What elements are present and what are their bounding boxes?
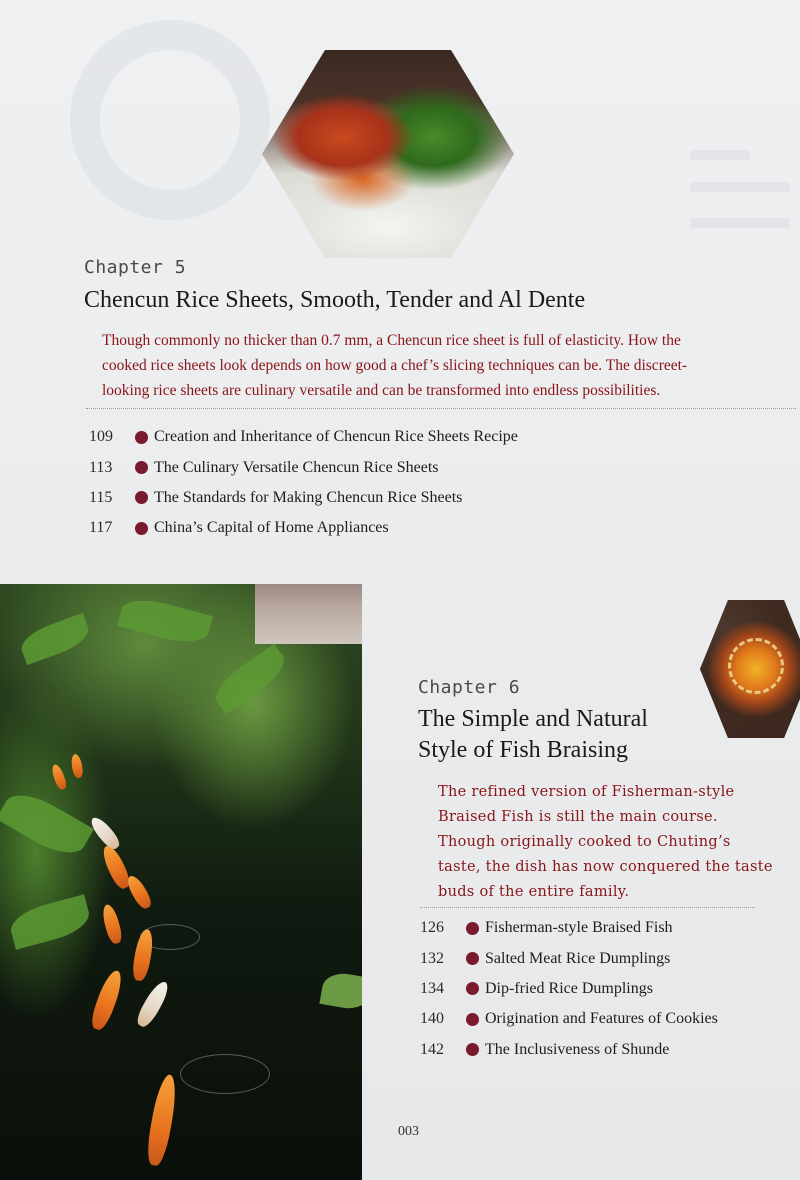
koi-fish: [134, 978, 173, 1029]
chapter6-intro: [438, 780, 773, 905]
fern-leaf: [7, 894, 94, 949]
toc-page-number: 134: [420, 979, 444, 997]
toc-entry-title: China’s Capital of Home Appliances: [154, 519, 389, 537]
bleed-through-circle: [70, 20, 270, 220]
chapter6-intro-line: The refined version of Fisherman-style: [438, 784, 735, 800]
chapter5-label: Chapter 5: [84, 257, 187, 278]
toc-entry[interactable]: [89, 513, 518, 543]
rice-sheet-dish-photo: [262, 50, 514, 258]
chapter5-toc: [89, 422, 518, 544]
dumpling-dish-photo: [700, 600, 800, 738]
koi-fish: [50, 763, 68, 791]
toc-entry-title: Salted Meat Rice Dumplings: [485, 949, 671, 967]
bullet-icon: [466, 952, 479, 965]
chapter6-title-line: Style of Fish Braising: [418, 737, 629, 764]
fern-leaf: [117, 593, 213, 649]
toc-entry[interactable]: [89, 422, 518, 452]
pond-wall: [255, 584, 362, 644]
koi-fish: [100, 903, 124, 945]
page-number: 003: [398, 1124, 419, 1139]
water-ripple: [180, 1054, 270, 1094]
chapter6-toc: [420, 913, 718, 1065]
toc-page-number: 126: [420, 919, 444, 937]
bullet-icon: [466, 982, 479, 995]
chapter6-label: Chapter 6: [418, 677, 521, 698]
koi-pond-photo: [0, 584, 362, 1180]
toc-page-number: 109: [89, 428, 113, 446]
toc-entry-title: The Culinary Versatile Chencun Rice Sheets: [154, 458, 439, 476]
toc-entry[interactable]: [89, 483, 518, 513]
toc-entry-title: The Standards for Making Chencun Rice Sheets: [154, 488, 463, 506]
bullet-icon: [135, 461, 148, 474]
toc-entry-title: Origination and Features of Cookies: [485, 1010, 718, 1028]
koi-fish: [70, 753, 84, 778]
koi-fish: [144, 1073, 180, 1167]
toc-entry-title: Dip-fried Rice Dumplings: [485, 979, 653, 997]
bleed-through-line: [690, 182, 790, 192]
koi-fish: [131, 928, 156, 982]
toc-entry[interactable]: [420, 1004, 718, 1034]
toc-page-number: 140: [420, 1010, 444, 1028]
toc-page-number: 117: [89, 519, 113, 537]
fern-leaf: [319, 970, 362, 1012]
toc-page-number: 132: [420, 949, 444, 967]
chapter5-divider: [86, 408, 796, 409]
bleed-through-line: [690, 150, 750, 160]
koi-fish: [124, 873, 154, 911]
chapter5-intro-line: cooked rice sheets look depends on how good a chef’s slicing techniques can be. The discreet-: [102, 357, 688, 374]
koi-fish: [88, 968, 126, 1032]
toc-entry-title: Fisherman-style Braised Fish: [485, 919, 673, 937]
chapter6-intro-line: taste, the dish has now conquered the taste: [438, 859, 773, 875]
chapter6-title: [418, 704, 648, 766]
bleed-through-line: [690, 218, 790, 228]
bullet-icon: [135, 431, 148, 444]
bullet-icon: [466, 1013, 479, 1026]
plate-ring: [728, 638, 784, 694]
chapter5-intro: [102, 328, 796, 403]
toc-entry[interactable]: [420, 1035, 718, 1065]
toc-page-number: 115: [89, 488, 113, 506]
toc-entry-title: Creation and Inheritance of Chencun Rice Sheets Recipe: [154, 428, 518, 446]
bullet-icon: [135, 522, 148, 535]
toc-entry-title: The Inclusiveness of Shunde: [485, 1040, 670, 1058]
chapter6-title-line: The Simple and Natural: [418, 706, 648, 732]
toc-page-number: 113: [89, 458, 113, 476]
toc-entry[interactable]: [420, 943, 718, 973]
fern-leaf: [17, 613, 93, 665]
bullet-icon: [466, 922, 479, 935]
bullet-icon: [466, 1043, 479, 1056]
toc-entry[interactable]: [420, 913, 718, 943]
bullet-icon: [135, 491, 148, 504]
chapter6-intro-line: buds of the entire family.: [438, 884, 630, 900]
chapter5-intro-line: Though commonly no thicker than 0.7 mm, a Chencun rice sheet is full of elasticity. How the: [102, 332, 681, 349]
fern-leaf: [209, 644, 292, 714]
toc-page-number: 142: [420, 1040, 444, 1058]
chapter6-divider: [420, 907, 755, 908]
chapter5-title: Chencun Rice Sheets, Smooth, Tender and Al Dente: [84, 287, 586, 313]
chapter6-intro-line: Braised Fish is still the main course.: [438, 809, 718, 825]
chapter6-intro-line: Though originally cooked to Chuting’s: [438, 834, 731, 850]
toc-entry[interactable]: [89, 452, 518, 482]
fern-leaf: [0, 784, 94, 864]
toc-entry[interactable]: [420, 974, 718, 1004]
chapter5-intro-line: looking rice sheets are culinary versatile and can be transformed into endless possibilities.: [102, 382, 661, 399]
